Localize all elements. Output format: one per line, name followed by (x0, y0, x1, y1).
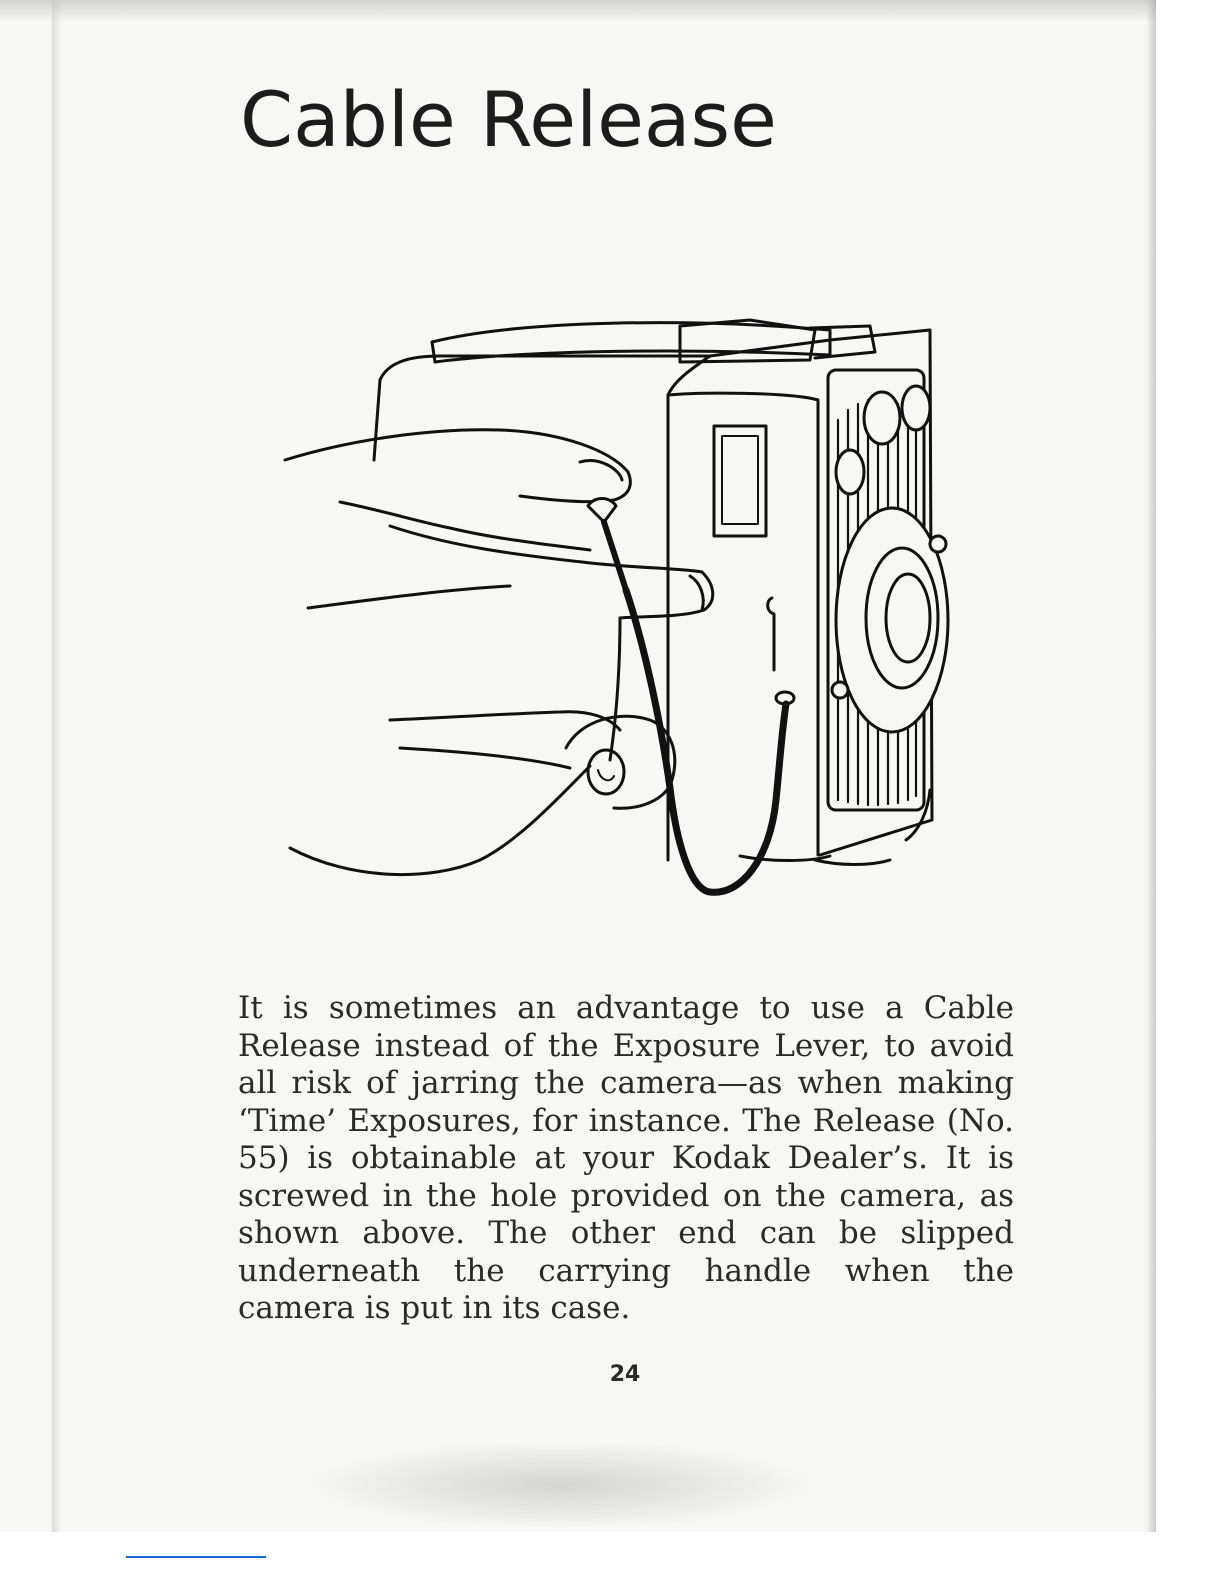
page-shadow-top (0, 0, 1160, 22)
link-underline (126, 1556, 266, 1558)
camera-with-cable-release-illustration (270, 300, 950, 910)
page-number: 24 (609, 1362, 641, 1387)
page-title: Cable Release (240, 75, 777, 164)
page-shadow-bottom (300, 1440, 820, 1530)
page-shadow-left (52, 0, 62, 1540)
page-margin-right (1156, 0, 1224, 1584)
body-paragraph: It is sometimes an advantage to use a Cable Release instead of the Exposure Lever, to avoid all risk of jarring the camera—as when making ‘Time’ Exposures, for instance. The Release (No. 55) is obtainable at your Kodak Dealer’s. It is screwed in the hole provided on the camera, as shown above. The other end can be slipped underneath the carrying handle when the camera is put in its case. (238, 990, 1014, 1326)
viewer-bottom-margin (0, 1532, 1224, 1584)
